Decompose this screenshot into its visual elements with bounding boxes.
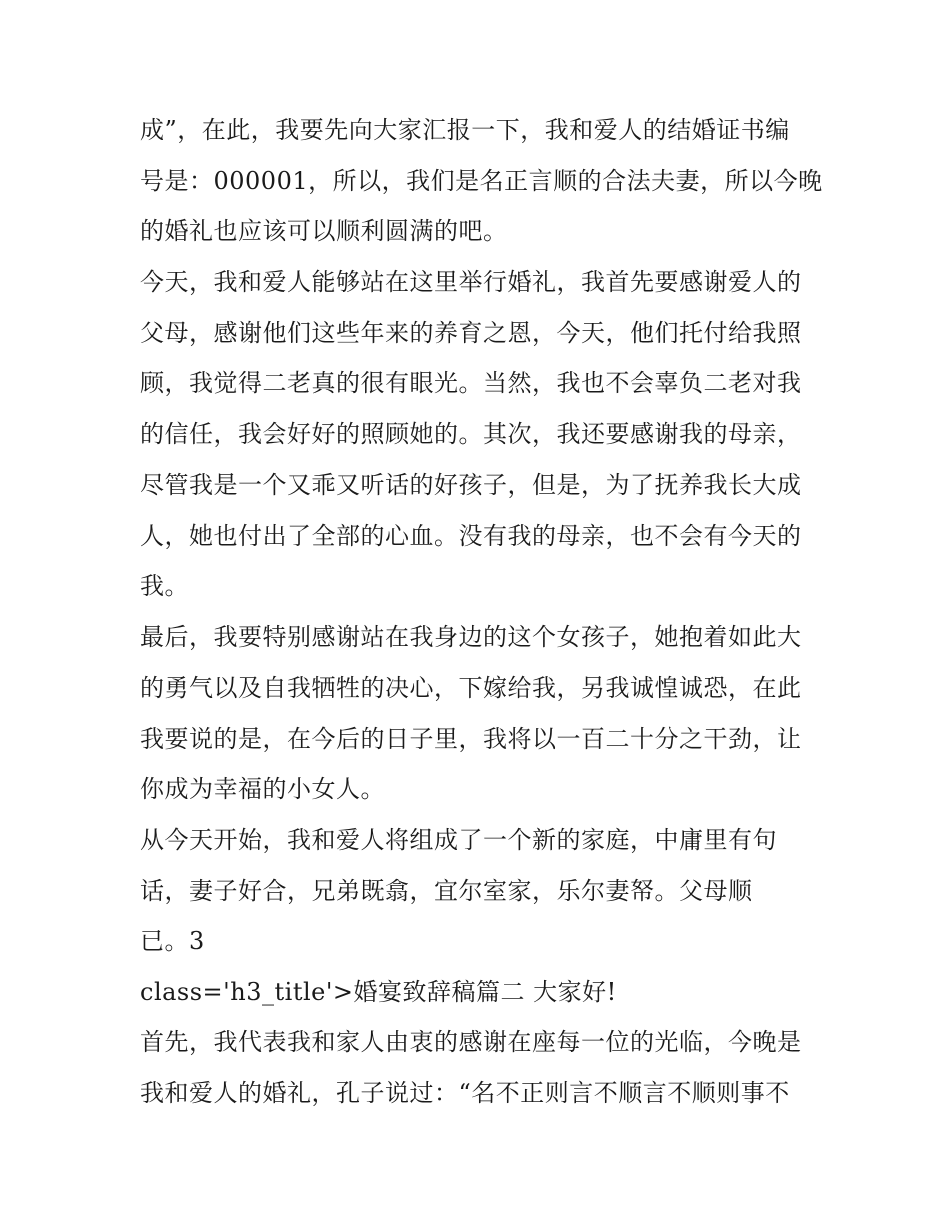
text-line: 我。 (140, 572, 189, 600)
text-line: 今天，我和爱人能够站在这里举行婚礼，我首先要感谢爱人的 (140, 268, 802, 296)
text-line: 父母，感谢他们这些年来的养育之恩，今天，他们托付给我照 (140, 319, 802, 347)
text-line: 的信任，我会好好的照顾她的。其次，我还要感谢我的母亲， (140, 420, 802, 448)
text-line: 最后，我要特别感谢站在我身边的这个女孩子，她抱着如此大 (140, 623, 802, 651)
text-line: 从今天开始，我和爱人将组成了一个新的家庭，中庸里有句 (140, 826, 777, 854)
text-line: 的婚礼也应该可以顺利圆满的吧。 (140, 217, 508, 245)
text-line: 尽管我是一个又乖又听话的好孩子，但是，为了抚养我长大成 (140, 471, 802, 499)
text-line: 已。3 (140, 927, 205, 955)
text-line: 人，她也付出了全部的心血。没有我的母亲，也不会有今天的 (140, 522, 802, 550)
text-line: 话，妻子好合，兄弟既翕，宜尔室家，乐尔妻帑。父母顺 (140, 877, 753, 905)
text-line: 的勇气以及自我牺牲的决心，下嫁给我，另我诚惶诚恐，在此 (140, 674, 802, 702)
text-line: 我和爱人的婚礼，孔子说过：“名不正则言不顺言不顺则事不 (140, 1079, 790, 1107)
text-line: class='h3_title'>婚宴致辞稿篇二 大家好! (140, 978, 617, 1006)
text-line: 首先，我代表我和家人由衷的感谢在座每一位的光临，今晚是 (140, 1028, 802, 1056)
text-line: 号是：000001，所以，我们是名正言顺的合法夫妻，所以今晚 (140, 167, 823, 195)
text-line: 成”，在此，我要先向大家汇报一下，我和爱人的结婚证书编 (140, 116, 790, 144)
text-line: 你成为幸福的小女人。 (140, 775, 385, 803)
text-line: 我要说的是，在今后的日子里，我将以一百二十分之干劲，让 (140, 725, 802, 753)
text-line: 顾，我觉得二老真的很有眼光。当然，我也不会辜负二老对我 (140, 369, 802, 397)
